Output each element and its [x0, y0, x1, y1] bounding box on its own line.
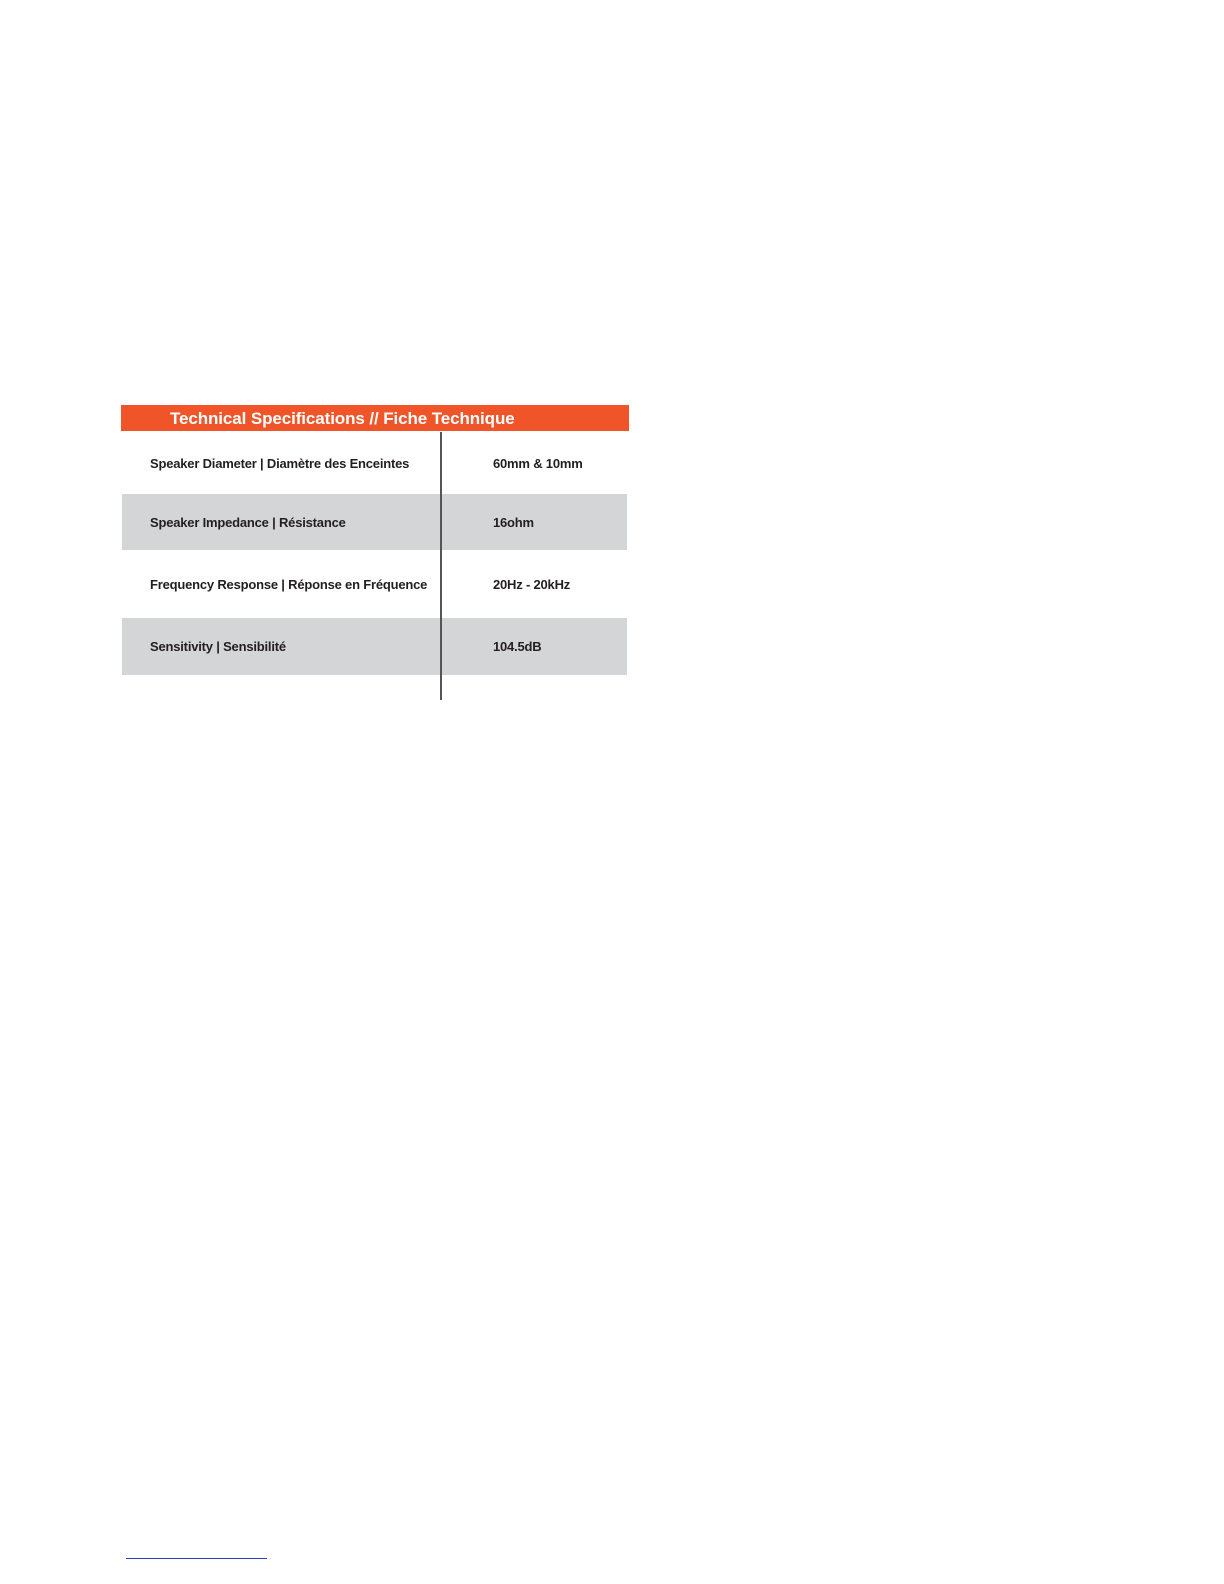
spec-row-speaker-diameter — [122, 432, 627, 494]
spec-row-speaker-impedance — [122, 494, 627, 550]
spec-row-sensitivity — [122, 618, 627, 675]
spec-label: Frequency Response | Réponse en Fréquence — [150, 576, 428, 592]
column-divider — [440, 432, 442, 700]
spec-row-frequency-response — [122, 550, 627, 618]
spec-table — [121, 405, 629, 701]
footnote-rule — [126, 1558, 267, 1559]
spec-label: Speaker Impedance | Résistance — [150, 514, 346, 530]
spec-table-title: Technical Specifications // Fiche Technique — [170, 409, 515, 428]
spec-table-header — [121, 405, 629, 431]
spec-value: 16ohm — [493, 514, 534, 530]
spec-label: Speaker Diameter | Diamètre des Enceintes — [150, 455, 410, 471]
spec-value: 104.5dB — [493, 639, 542, 654]
spec-value: 20Hz - 20kHz — [493, 576, 571, 592]
spec-label: Sensitivity | Sensibilité — [150, 639, 286, 654]
spec-value: 60mm & 10mm — [493, 455, 583, 471]
